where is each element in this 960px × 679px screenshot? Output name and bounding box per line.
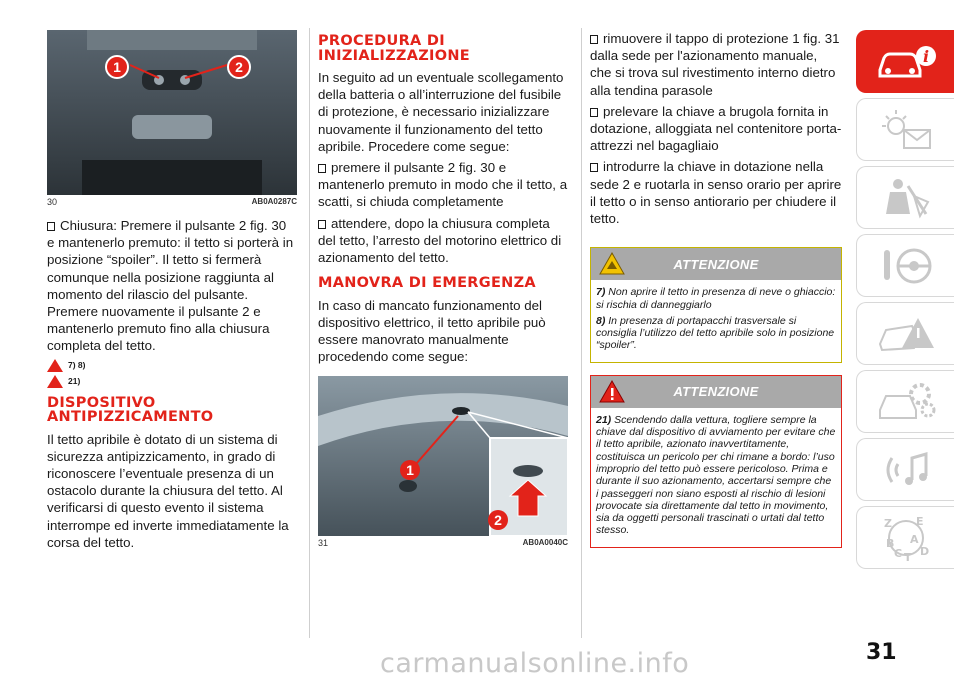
warning-item-8 xyxy=(596,315,836,352)
index-icon xyxy=(874,513,938,563)
figure-number: 30 xyxy=(47,197,58,207)
warning-body xyxy=(591,280,841,361)
callout-2: 2 xyxy=(235,59,243,75)
emergency-icon xyxy=(874,312,938,356)
warning-lights-icon xyxy=(874,108,938,152)
chapter-warning-lights[interactable] xyxy=(856,98,954,161)
index-letter: E xyxy=(915,514,924,528)
warning-triangle-icon xyxy=(47,359,63,372)
reference-7-8 xyxy=(47,359,297,372)
reference-text: 21) xyxy=(68,376,81,387)
page-number: 31 xyxy=(866,640,897,665)
watermark: carmanualsonline.info xyxy=(380,648,690,679)
warning-box-yellow xyxy=(590,247,842,362)
maintenance-icon xyxy=(874,380,938,424)
initialization-intro: In seguito ad un eventuale scollegamento della batteria o all’interruzione del fusibile di protezione, è necessario inizializzare nuovamente il funzionamento del tetto apribile. Procedere come segue: xyxy=(318,70,564,154)
warning-triangle-icon xyxy=(47,375,63,388)
heading-initialization: PROCEDURA DI INIZIALIZZAZIONE xyxy=(318,33,471,64)
warning-number: 21) xyxy=(596,413,612,426)
figure-code: AB0A0040C xyxy=(522,537,568,547)
warning-text: Scendendo dalla vettura, togliere sempre la chiave dal dispositivo di avviamento per evitare che il tetto apribile, azionato inavvertitamente, costituisca un pericolo per chi rimane a bordo: l’uso improprio del tetto può essere pericoloso. Prima e durante il suo azionamento, accertarsi sempre che i passeggeri non siano esposti al rischio di lesioni provocate sia direttamente dal tetto in movimento, sia da oggetti personali trascinati o urtati dal tetto stesso. xyxy=(596,413,836,537)
svg-text:i: i xyxy=(922,46,929,66)
figure-code: AB0A0287C xyxy=(251,197,297,206)
figure-caption xyxy=(318,538,568,548)
figure-number: 31 xyxy=(318,537,329,548)
multimedia-icon xyxy=(874,448,938,492)
column-left xyxy=(47,30,297,555)
warning-text: Non aprire il tetto in presenza di neve o ghiaccio: si rischia di danneggiarlo xyxy=(596,286,836,311)
chapter-multimedia[interactable] xyxy=(856,438,954,501)
warning-number: 7) xyxy=(596,286,606,299)
closing-paragraph: Chiusura: Premere il pulsante 2 fig. 30 e mantenerlo premuto: il tetto si porterà in posizione “spoiler”. Il tetto si fermerà comunque nella posizione raggiunta al momento del rilascio del pulsante. Premere nuovamente il pulsante 2 e mantenerlo premuto fino alla chiusura completa del tetto. xyxy=(47,217,297,355)
warning-item-21 xyxy=(596,414,836,537)
index-letter: B xyxy=(885,536,894,550)
warning-text: In presenza di portapacchi trasversale si consiglia l’utilizzo del tetto apribile solo in posizione “spoiler”. xyxy=(596,314,835,352)
reference-21 xyxy=(47,375,297,388)
figure-31 xyxy=(318,376,568,548)
warning-number: 8) xyxy=(596,314,606,327)
warning-header xyxy=(591,248,841,280)
warning-title: ATTENZIONE xyxy=(673,384,759,400)
emergency-paragraph: In caso di mancato funzionamento del dispositivo elettrico, il tetto apribile può essere manovrato manualmente procedendo come segue: xyxy=(318,297,546,365)
safety-icon xyxy=(874,176,938,220)
reference-text: 7) 8) xyxy=(68,360,86,371)
chapter-emergency[interactable] xyxy=(856,302,954,365)
manual-operation-photo xyxy=(318,376,568,536)
callout-1: 1 xyxy=(406,461,414,478)
divider xyxy=(581,28,582,638)
index-letter: D xyxy=(919,544,929,558)
divider xyxy=(309,28,310,638)
callout-1: 1 xyxy=(113,59,121,75)
index-letter: A xyxy=(909,532,919,546)
initialization-step-2: attendere, dopo la chiusura completa del tetto, l’arresto del motorino elettrico di azionamento del tetto. xyxy=(318,215,568,267)
initialization-step-1: premere il pulsante 2 fig. 30 e mantenerlo premuto in modo che il tetto, a scatti, si chiuda completamente xyxy=(318,160,568,210)
steering-icon xyxy=(874,244,938,288)
figure-caption xyxy=(47,197,297,207)
emergency-step-1: rimuovere il tappo di protezione 1 fig. 31 dalla sede per l'azionamento manuale, che si trova sul rivestimento interno dietro alla tendina parasole xyxy=(590,30,842,99)
index-letter: Z xyxy=(883,516,892,530)
chapter-safety[interactable] xyxy=(856,166,954,229)
car-info-icon xyxy=(874,42,938,82)
warning-body xyxy=(591,408,841,547)
index-letter: T xyxy=(903,550,912,563)
heading-emergency: MANOVRA DI EMERGENZA xyxy=(318,275,536,292)
warning-header xyxy=(591,376,841,408)
column-middle xyxy=(318,30,568,548)
heading-antipinch: DISPOSITIVO ANTIPIZZICAMENTO xyxy=(47,394,214,426)
warning-triangle-icon xyxy=(599,252,625,275)
chapter-starting-driving[interactable] xyxy=(856,234,954,297)
figure-30 xyxy=(47,30,297,207)
chapter-car-info[interactable] xyxy=(856,30,954,93)
roof-buttons-photo xyxy=(47,30,297,195)
antipinch-paragraph: Il tetto apribile è dotato di un sistema di sicurezza antipizzicamento, in grado di riconoscere l’eventuale presenza di un ostacolo durante la chiusura del tetto. Al verificarsi di questo evento il sistema interrompe ed inverte immediatamente la corsa del tetto. xyxy=(47,431,289,550)
emergency-step-3: introdurre la chiave in dotazione nella sede 2 e ruotarla in senso orario per aprire il tetto o in senso antiorario per chiudere il tetto. xyxy=(590,159,842,227)
index-letter: C xyxy=(893,546,902,560)
warning-box-red xyxy=(590,375,842,548)
chapter-maintenance[interactable] xyxy=(856,370,954,433)
warning-title: ATTENZIONE xyxy=(673,256,759,272)
emergency-step-2: prelevare la chiave a brugola fornita in dotazione, alloggiata nel contenitore porta-attrezzi nel bagagliaio xyxy=(590,103,842,154)
chapter-sidebar xyxy=(851,30,960,574)
callout-2: 2 xyxy=(494,511,502,528)
warning-triangle-icon xyxy=(599,380,625,403)
chapter-index[interactable] xyxy=(856,506,954,569)
column-right xyxy=(590,30,842,548)
warning-item-7 xyxy=(596,286,836,311)
